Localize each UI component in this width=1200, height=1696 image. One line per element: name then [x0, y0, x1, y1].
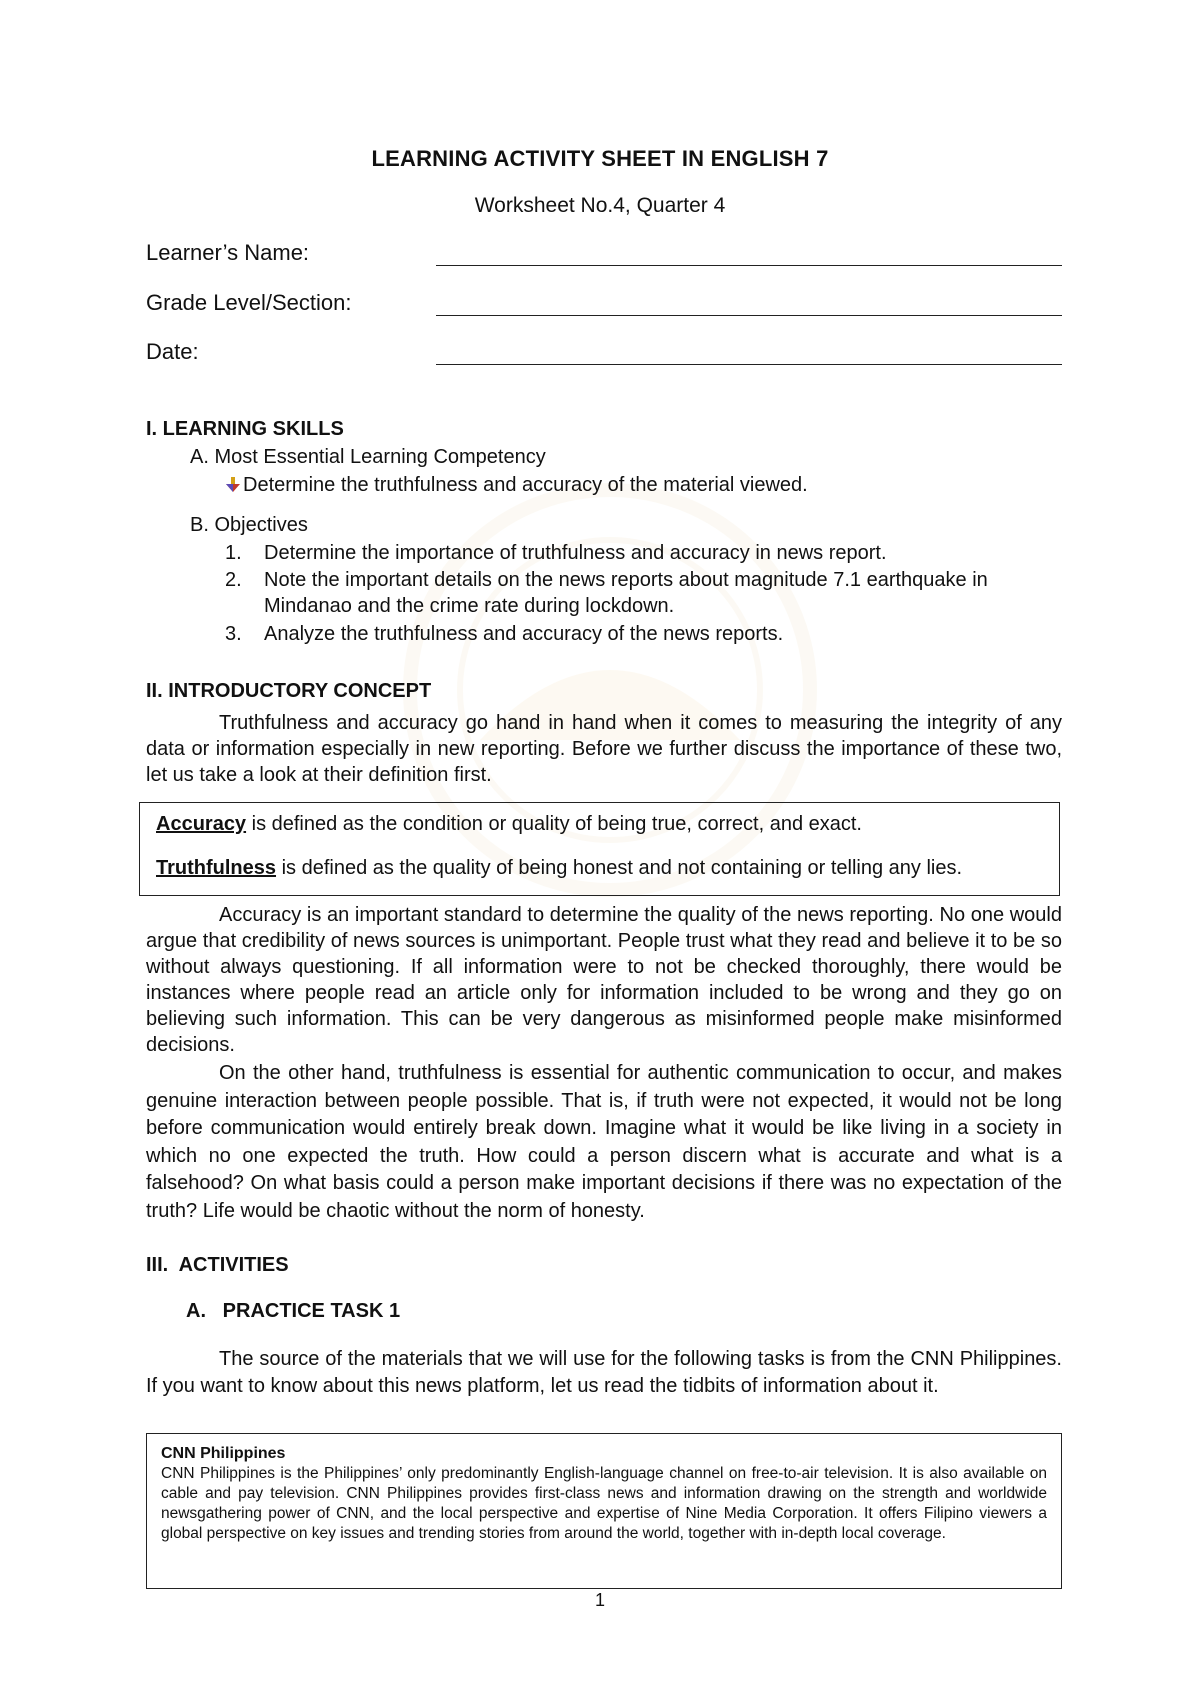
- competency-item: [225, 472, 808, 498]
- intro-heading: II. INTRODUCTORY CONCEPT: [146, 680, 432, 702]
- competency-text: Determine the truthfulness and accuracy of the material viewed.: [243, 474, 808, 496]
- definition-term: Truthfulness: [156, 857, 277, 879]
- grade-section-label: Grade Level/Section:: [146, 290, 352, 315]
- definition-text: is defined as the condition or quality of being true, correct, and exact.: [246, 813, 862, 835]
- cnn-info-box: [146, 1433, 1062, 1589]
- competency-label: A. Most Essential Learning Competency: [190, 446, 546, 468]
- truthfulness-paragraph: On the other hand, truthfulness is essential for authentic communication to occur, and makes genuine interaction between people possible. That is, if truth were not expected, it would not be long before communication would entirely break down. Imagine what it would be like living in a society in which no one expected the truth. How could a person discern what is accurate and what is a falsehood? On what basis could a person make important decisions if there was no expectation of the truth? Life would be chaotic without the norm of honesty.: [146, 1062, 1062, 1222]
- learner-name-field[interactable]: [146, 240, 1062, 270]
- date-label: Date:: [146, 339, 199, 364]
- activities-paragraph: The source of the materials that we will use for the following tasks is from the CNN Philippines. If you want to know about this news platform, let us read the tidbits of information about it.: [146, 1348, 1062, 1397]
- activities-heading: III. ACTIVITIES: [146, 1254, 289, 1276]
- grade-section-field[interactable]: [146, 290, 1062, 320]
- objective-number: 3.: [225, 623, 242, 645]
- date-line[interactable]: [436, 364, 1062, 365]
- practice-task-heading: A. PRACTICE TASK 1: [186, 1300, 401, 1322]
- learning-skills-heading: I. LEARNING SKILLS: [146, 418, 344, 440]
- learner-name-line[interactable]: [436, 265, 1062, 266]
- objective-text: Note the important details on the news reports about magnitude 7.1 earthquake in Mindanao and the crime rate during lockdown.: [264, 569, 988, 617]
- objectives-label: B. Objectives: [190, 514, 308, 536]
- definitions-box: [139, 802, 1060, 896]
- definition-term: Accuracy: [156, 813, 247, 835]
- intro-paragraph: Truthfulness and accuracy go hand in hand when it comes to measuring the integrity of any data or information especially in new reporting. Before we further discuss the importance of these two, let us take a look at their definition first.: [146, 712, 1062, 786]
- grade-section-line[interactable]: [436, 315, 1062, 316]
- cnn-box-body: CNN Philippines is the Philippines’ only predominantly English-language channel on free-to-air television. It is also available on cable and pay television. CNN Philippines provides first-class news and information drawing on the strength and worldwide newsgathering power of CNN, and the local perspective and expertise of Nine Media Corporation. It offers Filipino viewers a global perspective on key issues and trending stories from around the world, together with in-depth local coverage.: [161, 1465, 1047, 1542]
- page-number: 1: [594, 1590, 605, 1610]
- definition-truthfulness: [156, 857, 962, 880]
- definition-accuracy: [156, 813, 862, 836]
- arrow-bullet-icon: [225, 477, 241, 493]
- accuracy-paragraph: Accuracy is an important standard to determine the quality of the news reporting. No one would argue that credibility of news sources is unimportant. People trust what they read and believe it to be so without always questioning. If all information were to not be checked thoroughly, there would be instances where people read an article only for information included to be wrong and they go on believing such information. This can be very dangerous as misinformed people make misinformed decisions.: [146, 904, 1062, 1056]
- objective-text: Analyze the truthfulness and accuracy of the news reports.: [264, 623, 784, 645]
- learner-name-label: Learner’s Name:: [146, 240, 310, 265]
- cnn-box-title: CNN Philippines: [161, 1445, 286, 1462]
- definition-text: is defined as the quality of being honest and not containing or telling any lies.: [276, 857, 963, 879]
- objective-number: 1.: [225, 542, 242, 564]
- objective-text: Determine the importance of truthfulness and accuracy in news report.: [264, 542, 887, 564]
- objective-number: 2.: [225, 569, 242, 591]
- worksheet-subtitle: Worksheet No.4, Quarter 4: [474, 194, 726, 217]
- date-field[interactable]: [146, 339, 1062, 369]
- worksheet-title: LEARNING ACTIVITY SHEET IN ENGLISH 7: [371, 146, 829, 171]
